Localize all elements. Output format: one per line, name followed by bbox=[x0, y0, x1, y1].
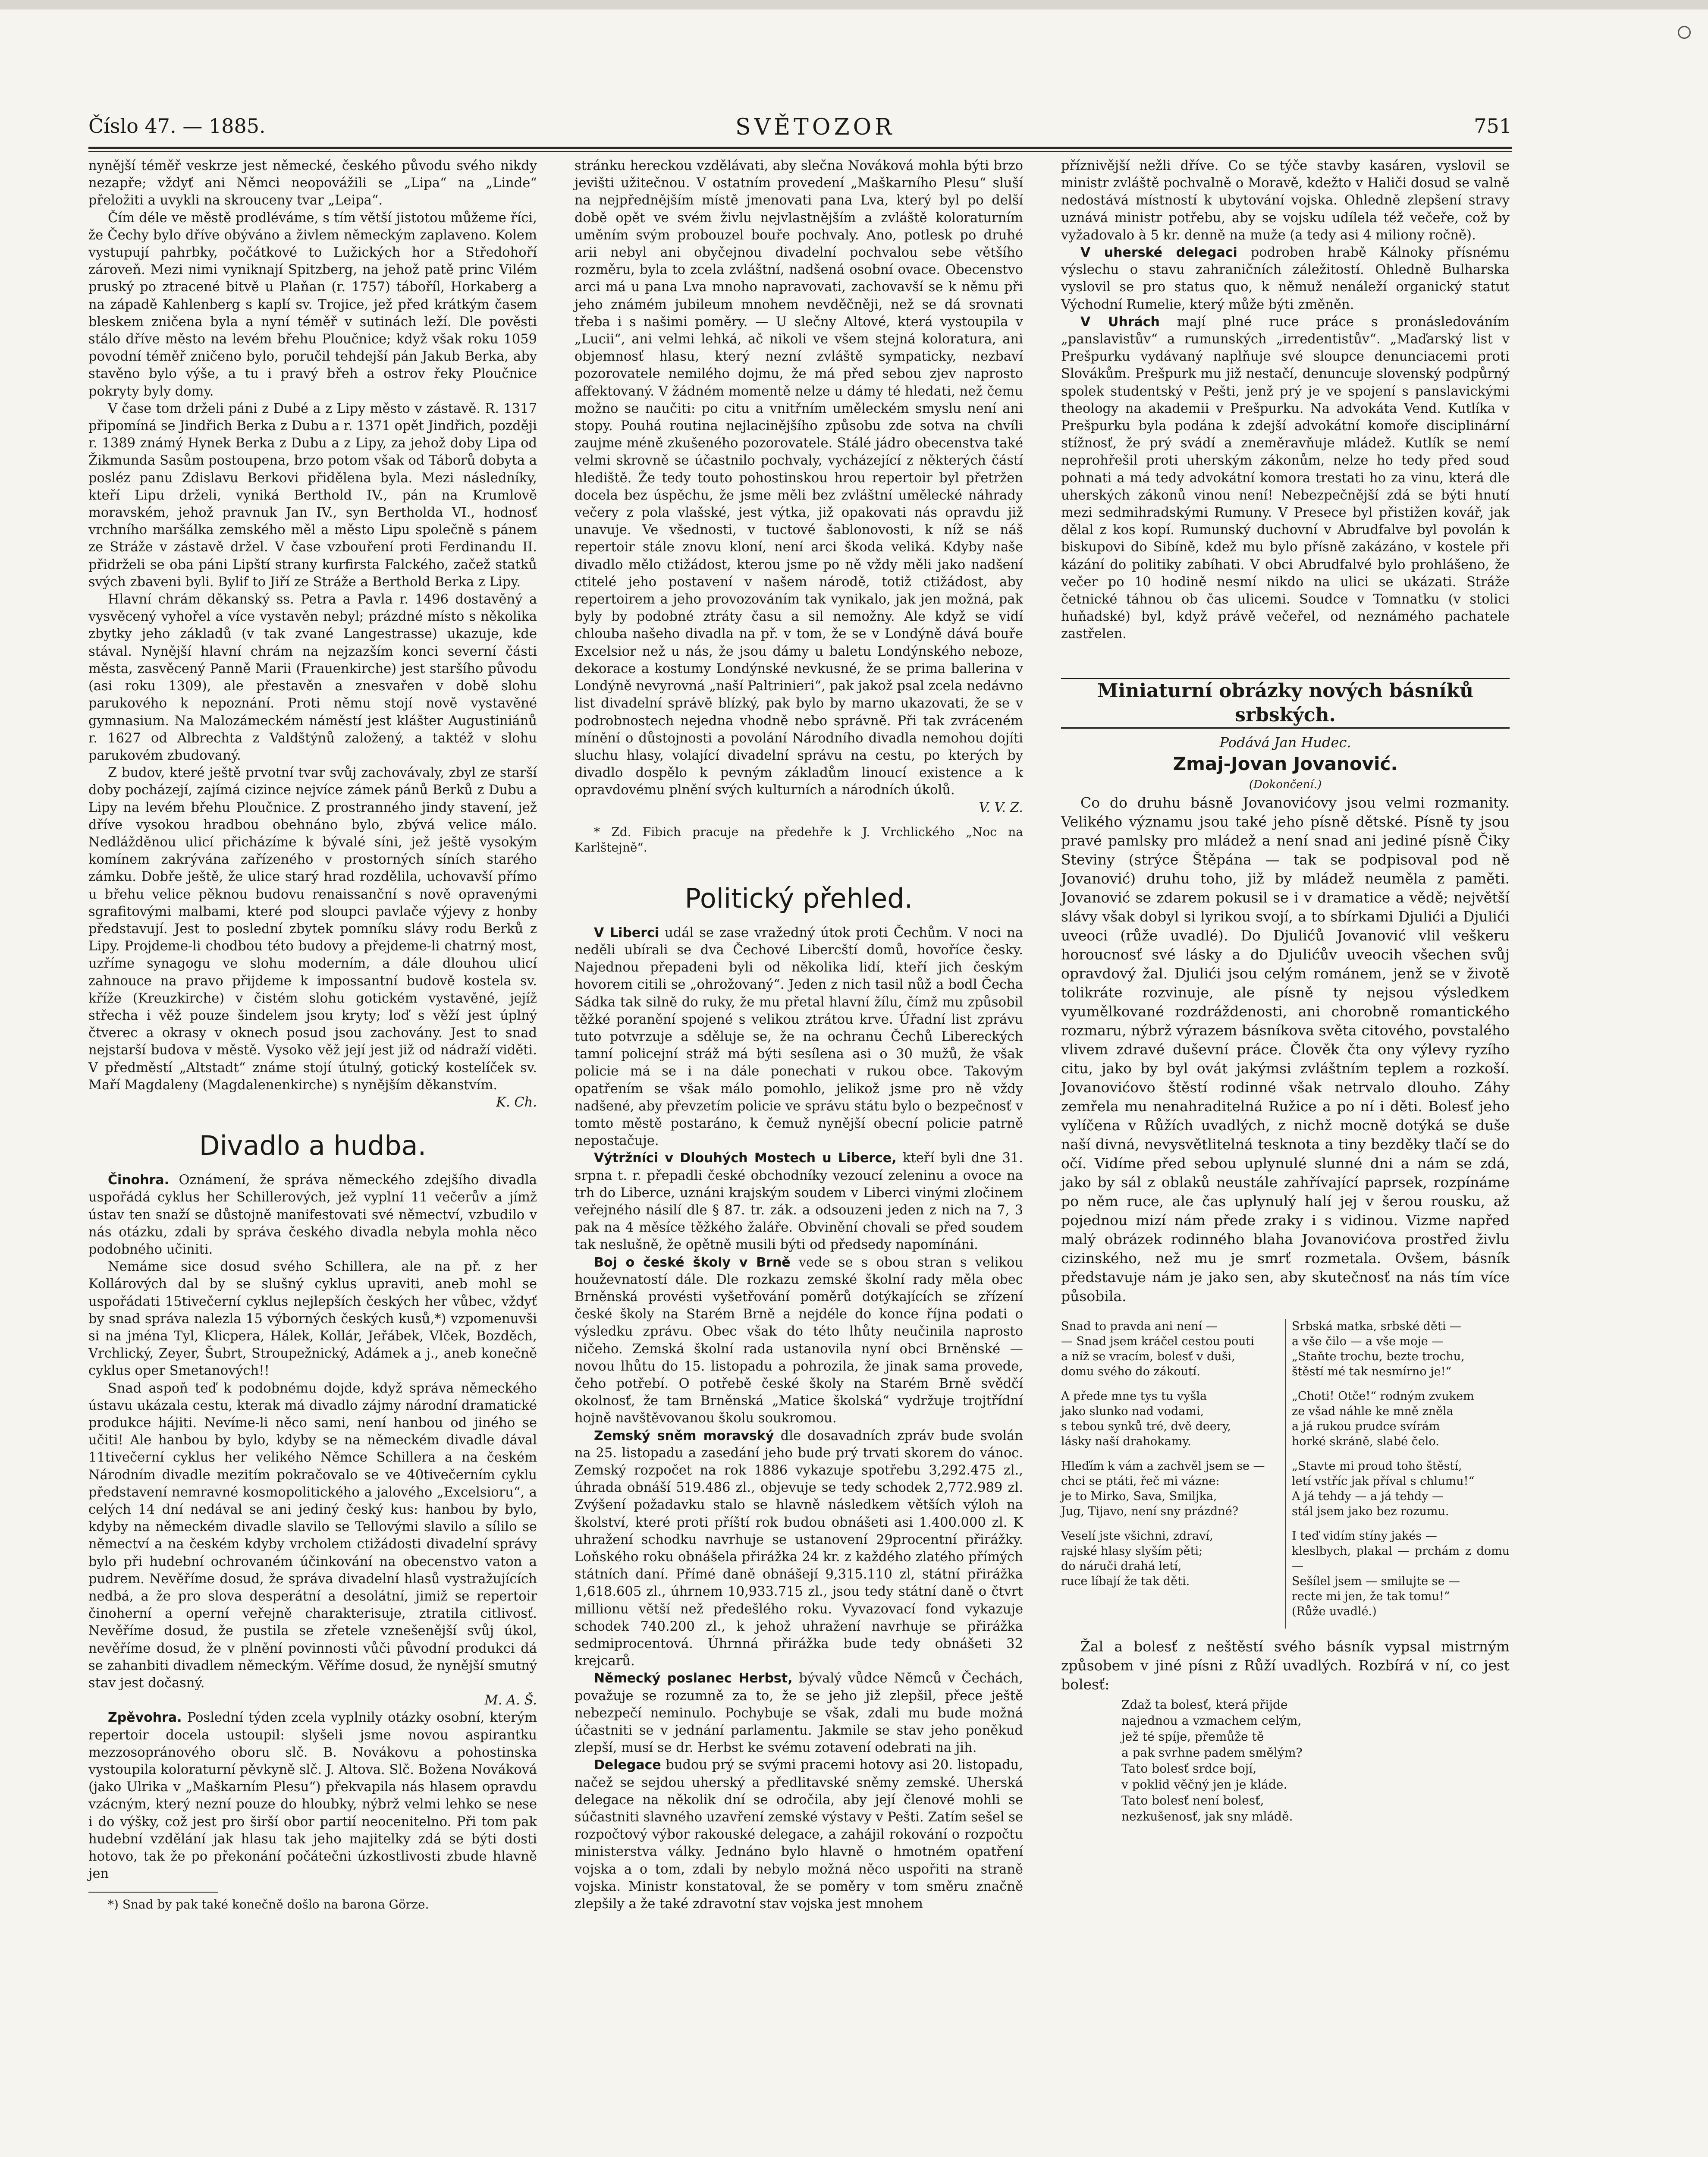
poem-stanza: Veselí jste všichni, zdraví, rajské hlasy slyším pěti; do náruči drahá letí, ruce líbají že tak děti. bbox=[1061, 1529, 1213, 1588]
paragraph: Co do druhu básně Jovanovićovy jsou velmi rozmanity. Velikého významu jsou také jeho písně dětské. Písně ty jsou pravé pamlsky pro mládež a není snad ani jediné písně Čiky Steviny (strýce Štěpána — tak se podpisoval pod ně Jovanović) druhu toho, již by mládež neuměla z paměti. Jovanović se zdarem pokusil se i v dramatice a vědě; největší slávy však dobyl si lyrikou svojí, a to sbírkami Djulići a Djulići uveoci (růže uvadlé). Do Djulićů Jovanović vlil veškeru horoucnosť své lásky a do Djulićův uveocih všechen svůj opravdový žal. Djulići jsou celým románem, jenž se v životě tolikráte rozvinuje, ale písně ty nejsou výsledkem vyumělkované rozdráždenosti, ani chorobně romantického rozmaru, nýbrž výrazem básníkova světa citového, povstalého vlivem zdravé duševní práce. Člověk čta ony výlevy ryzího citu, jako by byl ovát jakýmsi zvláštním teplem a rozkoší. Jovanovićovo štěstí rodinné však netrvalo dlouho. Záhy zemřela mu nenahraditelná Ružice a po ní i děti. Bolesť jeho vylíčena v Růžích uvadlých, z nichž mocně dotýká se duše naší divná, nevysvětlitelná tesknota a tiny bezděky tlačí se do očí. Vidíme před sebou uplynulé slunné dni a nám se zdá, jako by sál z oblaků neustále zahřívající paprsek, rozpínáme po něm ruce, ale čas uplynulý halí jej v šerou rousku, až pojednou mizí nám přede zraky i s vidinou. Vizme napřed malý obrázek rodinného blaha Jovanovićova prostřed živlu cizinského, než mu je smrť rozmetala. Ovšem, básník představuje nám je jako sen, aby skutečnosť na nás tím více působila. bbox=[1061, 794, 1510, 1305]
paragraph: příznivější nežli dříve. Co se týče stavby kasáren, vyslovil se ministr zvláště pochvalně o Moravě, kdežto v Haliči dosud se valně nedostává místností k ubytování vojska. Ohledně zlepšení stravy uznává ministr potřebu, aby se vojsku udílela též večeře, což by vyžadovalo à 5 kr. denně na muže (a tedy asi 4 miliony ročně). bbox=[1061, 158, 1510, 243]
column-2 bbox=[575, 157, 1023, 1913]
column-1 bbox=[88, 157, 537, 1912]
byline: Podává Jan Hudec. bbox=[1219, 734, 1351, 751]
paragraph: dle dosavadních zpráv bude svolán na 25. listopadu a zasedání jeho bude prý trvati skorem do vánoc. Zemský rozpočet na rok 1886 vykazuje spotřebu 3,292.475 zl., úhrada obnáší 519.486 zl., objevuje se tedy schodek 2,772.989 zl. Zvýšení požadavku stalo se hlavně následkem větších výloh na školství, které proti příští rok budou obnášeti asi 1.400.000 zl. K uhražení schodku navrhuje se ustanovení 29procentní přirážky. Loňského roku obnášela přirážka 24 kr. z každého zlatého přímých státních daní. Přímé daně obnášejí 9,315.110 zl, státní přirážka 1,618.605 zl., úhrnem 10,933.715 zl., jsou tedy státní daně o čtvrt millionu větší než předešlého roku. Vyvazovací fond vykazuje schodek 740.200 zl., k jehož uhražení navrhuje se přirážka sedmiprocentová. Úhrnná přirážka bude tedy obnášeti 32 krejcarů. bbox=[575, 1428, 1023, 1669]
paragraph: Z budov, které ještě prvotní tvar svůj zachovávaly, zbyl ze starší doby pocházejí, zajímá cizince nejvíce zámek pánů Berků z Dubu a Lipy na levém břehu Ploučnice. Z prostranného jindy stavení, jež dříve vysokou hradbou obehnáno bylo, zbývá velice málo. Nedlážděnou ulicí přicházíme k bývalé síni, jež ještě vysokým komínem zakrývána zařízeného v prostorných síních starého zámku. Dobře ještě, že ulice starý hrad rozdělila, uchovavší přímo u břehu velice pěknou budovu renaissanční s nově opravenými sgrafitovými malbami, které pod sloupci pavlače výjevy z honby představují. Jest to poslední zbytek pomníku slávy rodu Berků z Lipy. Projdeme-li chodbou této budovy a přejdeme-li chatrný most, uzříme synagogu ve slohu moderním, a dále dlouhou ulicí zahnouce na pravo přijdeme k impossantní budově kostela sv. kříže (Kreuzkirche) v čistém slohu gotickém vystavěné, jejíž střecha i věž pouze šindelem jsou kryty; loď s věží jest úplný čtverec a okrasy v oknech posud jsou zachovány. Jest to snad nejstarší budova v městě. Vysoko věž její jest již od nádraží viděti. V předměstí „Altstadt“ známe stojí útulný, gotický kostelíček sv. Maří Magdaleny (Magdalenenkirche) s nynějším děkanstvím. bbox=[88, 765, 537, 1093]
page-header bbox=[88, 114, 1512, 149]
poem-stanza: „Choti! Otče!“ rodným zvukem ze všad náhle ke mně zněla a já rukou prudce svírám horké skráně, slabé čelo. bbox=[1292, 1389, 1474, 1448]
poem-right-column bbox=[1285, 1319, 1510, 1629]
author-signature: V. V. Z. bbox=[979, 800, 1023, 815]
rubric-keyword: Činohra. bbox=[108, 1173, 170, 1188]
paragraph: Oznámení, že správa německého zdejšího divadla uspořádá cyklus her Schillerových, jež vyplní 11 večerův a jímž ústav ten snaží se důstojně manifestovati své němectví, vzbudilo v nás otázku, zdali by správa českého divadla nebyla mohla něco podobného učiniti. bbox=[88, 1173, 537, 1257]
paragraph: stránku hereckou vzdělávati, aby slečna Nováková mohla býti brzo jevišti užitečnou. V ostatním provedení „Maškarního Plesu“ sluší na nejpřednějším místě jmenovati pana Lva, který byl po delší době opět ve svém živlu nejvlastnějším a zvláště koloraturním uměním svým probouzel bouře pochvaly. Ano, potlesk po druhé arii nebyl ani obyčejnou divadelní pochvalou sebe většího rozměru, byla to zcela zvláštní, nadšená osobní ovace. Obecenstvo arci má u pana Lva mnoho napravovati, zachovavší se k němu při jeho známém jubileum mnohem nevděčněji, než se dá srovnati třeba i s našimi poměry. — U slečny Altové, která vystoupila v „Lucii“, ani velmi lehká, ač nikoli ve všem stejná koloratura, ani objemnosť hlasu, který nezní zvláště sympaticky, nezbaví pozorovatele nemilého dojmu, že má před sebou zjev naprosto affektovaný. V žádném momentě nelze u dámy té hledati, než čemu možno se naučiti: po citu a vnitřním uměleckém smyslu není ani stopy. Pouhá routina nejlacinějšího způsobu zde sotva na chvíli zaujme méně zkušeného pozorovatele. Stálé jádro obecenstva také velmi skrovně se účastnilo pochvaly, vycházející z některých částí hlediště. Že tedy touto pohostinskou hrou repertoir byl přetržen docela bez úspěchu, že jsme měli bez zvláštní umělecké náhrady večery z pola vlašské, jest výtka, již opakovati nás opravdu již unavuje. Ve všednosti, v tuctové šablonovosti, k níž se náš repertoir stále znovu kloní, není arci škoda veliká. Kdyby naše divadlo mělo ctižádost, kterou jsme po ně vždy měli jako nadšení ctitelé jeho postavení v našem národě, totiž ctižádost, aby repertoirem a jeho provozováním tak vynikalo, jak jen možná, pak byly by podobné ztráty času a sil nemožny. Ale když se vidí chlouba našeho divadla na př. v tom, že se v Londýně dává bouře Excelsior než u nás, že jsou dámy u baletu Londýnského neboze, dekorace a kostumy Londýnské nevkusné, že se prima ballerina v Londýně nevyrovná „naší Paltrinieri“, pak jakož psal zcela nedávno list divadelní správě blízký, pak bylo by marno ukazovati, že se v podrobnostech nejedna vhodně nebo správně. Při tak zvráceném mínění o důstojnosti a povolání Národního divadla nemohou dojíti sluchu hlasy, volající divadelní správu na cestu, po kterých by divadlo dospělo k pevným základům linoucí existence a k opravdovému plnění svých kulturních a národních úkolů. bbox=[575, 158, 1023, 798]
rubric-keyword: Delegace bbox=[594, 1758, 661, 1773]
rubric-keyword: Německý poslanec Herbst, bbox=[594, 1671, 793, 1686]
scan-hole-mark bbox=[1678, 26, 1691, 39]
poem-stanza: Snad to pravda ani není — — Snad jsem kráčel cestou pouti a níž se vracím, bolesť v duši, domu svého do zákoutí. bbox=[1061, 1319, 1254, 1378]
section-heading-serbian-poets: Miniaturní obrázky nových básníků srbských. bbox=[1061, 678, 1510, 729]
poem-two-columns bbox=[1061, 1319, 1510, 1629]
paragraph: mají plné ruce práce s pronásledováním „panslavistův“ a rumunských „irredentistův“. „Maďarský list v Prešpurku vydávaný naplňuje své sloupce denunciacemi proti Slovákům. Prešpurk mu již nestačí, denuncuje slovenský podpůrný spolek studentský v Pešti, jenž prý je ve spojení s panslavickými theology na akademii v Prešpurku. Na advokáta Vend. Kutlíka v Prešpurku byla podána k zdejší advokátní komoře disciplinární stížnosť, že prý svádí a zneměravňuje mládež. Kutlík se nemí neprohřešil proti uherským zákonům, nelze ho tedy před soud pohnati a má tedy advokátní komora trestati ho za vinu, která dle uherských zákonů vinou není! Nebezpečnější zdá se býti hnutí mezi sedmihradskými Rumuny. V Presece byl přistižen kovář, jak dělal z kos kopí. Rumunský duchovní v Abrudfalve byl povolán k biskupovi do Sibíně, kdež mu bylo přísně zakázáno, v kostele při kázání do politiky zabíhati. V obci Abrudfalvé bylo prohlášeno, že večer po 10 hodině nesmí nikdo na ulici se ukázati. Stráže četnické táhnou ob čas ulicemi. Soudce v Tomnatku (v stolici huňadské) byl, když právě večeřel, od neznámého pachatele zastřelen. bbox=[1061, 314, 1510, 642]
poem-stanza: Srbská matka, srbské děti — a vše čilo — a vše moje — „Staňte trochu, bezte trochu, štěstí mé tak nesmírno je!“ bbox=[1292, 1319, 1465, 1378]
paragraph: udál se zase vražedný útok proti Čechům. V noci na neděli ubírali se dva Čechové Libercští domů, hovoříce česky. Najednou přepadeni byli od několika lidí, kteří jich českým hovorem citili se „ohrožovaný“. Jeden z nich tasil nůž a bodl Čecha Sádka tak silně do ruky, že mu přetal hlavní žílu, čímž mu způsobil těžké poranění spojené s velikou ztrátou krve. Úřadní list zprávu tuto potvrzuje a sděluje se, že na ochranu Čechů Libereckých tamní policejní stráž má býti sesílena asi o 30 mužů, že však policie má se i na dále ponechati v rukou obce. Takovým opatřením se však málo pomohlo, jelikož jsme pro ně vždy nadšené, aby převzetím policie ve správu státu bylo o bezpečnosť v tomto městě postaráno, k čemuž nynější obecní policie patrně nepostačuje. bbox=[575, 925, 1024, 1149]
header-rule-thin bbox=[88, 151, 1512, 152]
paragraph: bývalý vůdce Němců v Čechách, považuje se rozumně za to, že se jeho již zlepšil, přece ještě nebezpečí neminulo. Pochybuje se však, zdali mu bude možná účastniti se v jednání parlamentu. Jakmile se stav jeho poněkud zlepší, musí se dr. Herbst ke svému zotavení odebrati na jih. bbox=[575, 1671, 1024, 1756]
issue-number: Číslo 47. — 1885. bbox=[88, 114, 266, 138]
paragraph: kteří byli dne 31. srpna t. r. přepadli české obchodníky vezoucí zeleninu a ovoce na trh do Liberce, uznáni krajským soudem v Liberci vinými zločinem veřejného násilí dle § 87. tr. zák. a odsouzeni jeden z nich na 7, 3 pak na 4 měsíce těžkého žaláře. Obvinění chovali se před soudem tak neslušně, že opětně musili býti od předsedy napomínáni. bbox=[575, 1151, 1023, 1253]
footnote-rule bbox=[88, 1892, 218, 1893]
page-number: 751 bbox=[1474, 114, 1512, 138]
poem-stanza: Zdaž ta bolesť, která přijde najednou a vzmachem celým, jež té spíje, přemůže tě a pak svrhne padem smělým? Tato bolesť srdce bojí, v poklid věčný jen je kláde. Tato bolesť není bolesť, nezkušenosť, jak sny mládě. bbox=[1121, 1697, 1303, 1824]
author-signature: K. Ch. bbox=[496, 1094, 537, 1110]
rubric-keyword: Zemský sněm moravský bbox=[594, 1428, 774, 1443]
paragraph: podroben hrabě Kálnoky přísnému výslechu o stavu zahraničních záležitostí. Ohledně Bulharska vyslovil se pro status quo, k němuž nenáleží organický statut Východní Rumelie, který může býti změněn. bbox=[1061, 245, 1510, 312]
column-3 bbox=[1061, 157, 1510, 1824]
paragraph: Žal a bolesť z neštěstí svého básník vypsal mistrným způsobem v jiné písni z Růží uvadlých. Rozbírá v ní, co jest bolesť: bbox=[1061, 1638, 1510, 1693]
paragraph: Čím déle ve městě prodléváme, s tím větší jistotou můžeme říci, že Čechy bylo dříve obýváno a živlem německým zaplaveno. Kolem vystupují pahrbky, počátkové to Lužických hor a Středohoří zároveň. Mezi nimi vyniknají Spitzberg, na jehož patě princ Vilém pruský po ztracené bitvě u Plaňan (r. 1757) táboříl, Horkaberg a na západě Kahlenberg s kaplí sv. Trojice, jež před krátkým časem bleskem zničena byla a nyní téměř v sutinách leží. Dle pověsti stálo dříve město na levém břehu Ploučnice; když však roku 1059 povodní téměř zničeno bylo, poručil tehdejší pán Jakub Berka, aby stavěno bylo výše, a tu i pravý břeh a ostrov řeky Ploučnice pokryty byly domy. bbox=[88, 210, 537, 399]
poem-left-column bbox=[1061, 1319, 1285, 1629]
poem-stanza: A přede mne tys tu vyšla jako slunko nad vodami, s tebou synků tré, dvě deery, lásky naší drahokamy. bbox=[1061, 1389, 1231, 1448]
scan-top-edge bbox=[0, 0, 1708, 9]
rubric-keyword: V uherské delegaci bbox=[1080, 245, 1237, 261]
continuation-note: (Dokončení.) bbox=[1249, 778, 1322, 791]
article-subtitle: Zmaj-Jovan Jovanović. bbox=[1173, 753, 1398, 774]
masthead-title: SVĚTOZOR bbox=[735, 114, 895, 140]
paragraph: budou prý se svými pracemi hotovy asi 20. listopadu, načež se sejdou uherský a předlitavské sněmy zemské. Uherská delegace na několik dní se odročila, aby její členové mohli se súčastniti slavného uzavření zemské výstavy v Pešti. Zatím sešel se rozpočtový výbor rakouské delegace, a zahájil rokování o rozpočtu ministerstva války. Jednáno bylo hlavně o hmotném opatření vojska a o tom, zdali by nebylo možná něco uspořiti na straně vojska. Ministr konstatoval, že se poměry v tom směru značně zlepšily a že také zdravotní stav vojska jest mnohem bbox=[575, 1758, 1024, 1912]
rubric-keyword: V Uhrách bbox=[1080, 314, 1160, 330]
paragraph: Hlavní chrám děkanský ss. Petra a Pavla r. 1496 dostavěný a vysvěcený vyhořel a více vystavěn nebyl; prázdné místo s několika zbytky jeho základů (v tak zvané Langestrasse) ukazuje, kde stával. Nynější hlavní chrám na nejzazším konci severní části města, zasvěcený Panně Marii (Frauenkirche) jest staršího původu (asi roku 1309), ale přestavěn a znesvařen v době slohu parukového k nepoznání. Proti němu stojí nově vystavěné gymnasium. Na Malozámeckém náměstí jest klášter Augustiniánů r. 1627 od Albrechta z Valdštýnů založený, a taktéž v slohu parukovém zbudovaný. bbox=[88, 592, 537, 763]
author-signature: M. A. Š. bbox=[484, 1693, 537, 1708]
paragraph: Poslední týden zcela vyplnily otázky osobní, kterým repertoir docela ustoupil: slyšeli jsme novou aspirantku mezzosopránového oboru slč. B. Novákovu a pohostinska vystoupila koloraturní pěvkyně slč. J. Altova. Slč. Božena Nováková (jako Ulrika v „Maškarním Plesu“) překvapila nás hlasem opravdu vzácným, který nezní pouze do hloubky, nýbrž velmi lehko se nese i do výšky, což jest pro širší obor partií neocenitelno. Při tom pak hudební vzdělání jak hlasu tak jeho majitelky zdá se býti dosti hotovo, tak že po překonání počátečni úzkostlivosti zbude hlavně jen bbox=[88, 1710, 537, 1882]
section-heading-politics: Politický přehled. bbox=[684, 882, 913, 914]
paragraph: V čase tom drželi páni z Dubé a z Lipy město v zástavě. R. 1317 připomíná se Jindřich Berka z Dubu a r. 1371 opět Jindřich, později r. 1389 známý Hynek Berka z Dubu a z Lipy, za jehož doby Lipa od Žikmunda Sasům postoupena, brzo potom však od Táborů dobyta a posléz panu Zdislavu Berkovi přidělena byla. Mezi následníky, kteří Lipu drželi, vyniká Berthold IV., pán na Krumlově moravském, jehož pravnuk Jan IV., syn Bertholda VI., hodnosť vrchního maršálka zemského měl a město Lipu společně s pánem ze Stráže v zástavě držel. V čase vzbouření proti Ferdinandu II. přidrželi se oba páni Lipští strany kurfirsta Falckého, začež statků svých zbaveni byli. Bylif to Jiří ze Stráže a Berthold Berka z Lipy. bbox=[88, 401, 537, 590]
paragraph: Snad aspoň teď k podobnému dojde, když správa německého ústavu ukázala cestu, kterak má divadlo zájmy národní dramatické produkce hájiti. Nevíme-li něco sami, není hanbou od jiného se učiti! Ale hanbou by bylo, kdyby se na německém divadle dával 11tivečerní cyklus her velikého Němce Schillera a na českém Národním divadle mezitím pokračovalo se ve 40tivečerním cyklu představení nemravné kosmopolitického a jalového „Excelsioru“, a celých 14 dní nedával se ani jediný český kus: hanbou by bylo, kdyby na německém divadle slavilo se Tellovými slavilo a sílilo se němectví a na českém kdyby vrcholem ctižádosti divadelní správy bylo při hudební ochrovaném účinkování na obecenstvo vaton a pudrem. Nevěříme dosud, že správa divadelní hlasů vystražujících nedbá, a že pro slova desperátní a desolátní, jimiž se repertoir činoherní a operní veřejně charakterisuje, ztratila citlivosť. Nevěříme dosud, že pustila se zřetele vznešenější svůj úkol, nevěříme dosud, že v plnění povinnosti vůči původní produkci dá se zahanbiti divadlem německým. Věříme dosud, že nynější smutný stav jest dočasný. bbox=[88, 1380, 537, 1691]
rubric-keyword: Zpěvohra. bbox=[108, 1710, 182, 1726]
section-heading-theatre: Divadlo a hudba. bbox=[199, 1130, 427, 1162]
paragraph: Nemáme sice dosud svého Schillera, ale na př. z her Kollárových dal by se slušný cyklus upraviti, aneb mohl se uspořádati 15tivečerní cyklus nejlepších českých her vůbec, vždyť by snad správa nalezla 15 výborných českých kusů,*) vzpomenuvši si na jména Tyl, Klicpera, Hálek, Kollár, Jeřábek, Vlček, Bozděch, Vrchlický, Zeyer, Šubrt, Stroupežnický, Adámek a j., aneb konečně cyklus oper Smetanových!! bbox=[88, 1259, 537, 1379]
poem-stanza: Hleďím k vám a zachvěl jsem se — chci se ptáti, řeč mi vázne: je to Mirko, Sava, Smiljka, Jug, Tijavo, není sny prázdné? bbox=[1061, 1459, 1265, 1518]
header-rule bbox=[88, 147, 1512, 149]
paragraph: nynější téměř veskrze jest německé, českého původu svého nikdy nezapře; vždyť ani Němci neopovážili se „Lipa“ na „Linde“ přeložiti a uvykli na skrouceny tvar „Leipa“. bbox=[88, 158, 537, 208]
poem-stanza: „Stavte mi proud toho štěstí, letí vstříc jak příval s chlumu!“ A já tehdy — a já tehdy — stál jsem jako bez rozumu. bbox=[1292, 1459, 1475, 1518]
poem-stanza: I teď vidím stíny jakés — kleslbych, plakal — prchám z domu — Sešílel jsem — smilujte se — recte mi jen, že tak tomu!“ (Růže uvadlé.) bbox=[1292, 1529, 1510, 1618]
footnote: *) Snad by pak také konečně došlo na barona Görze. bbox=[108, 1897, 429, 1912]
rubric-keyword: V Liberci bbox=[594, 925, 659, 940]
rubric-keyword: Boj o české školy v Brně bbox=[594, 1255, 791, 1270]
footnote: * Zd. Fibich pracuje na předehře k J. Vrchlického „Noc na Karlštejně“. bbox=[575, 824, 1023, 855]
rubric-keyword: Výtržníci v Dlouhých Mostech u Liberce, bbox=[594, 1151, 897, 1166]
paragraph: vede se s obou stran s velikou houževnatostí dále. Dle rozkazu zemské školní rady měla obec Brněnská provésti vyšetřování poměrů dotýkajících se zřízení české školy na Starém Brně a nejdéle do konce října podati o výsledku zprávu. Obec však do této lhůty neučinila naprosto ničeho. Zemská školní rada ustanovila nyní obci Brněnské — novou lhůtu do 15. listopadu a pohrozila, že jinak sama provede, čeho potřebí. O potřebě české školy na Starém Brně svědčí okolnosť, že tam Brněnská „Matice školská“ vydržuje trojtřídní hojně navštěvovanou školu soukromou. bbox=[575, 1255, 1023, 1426]
